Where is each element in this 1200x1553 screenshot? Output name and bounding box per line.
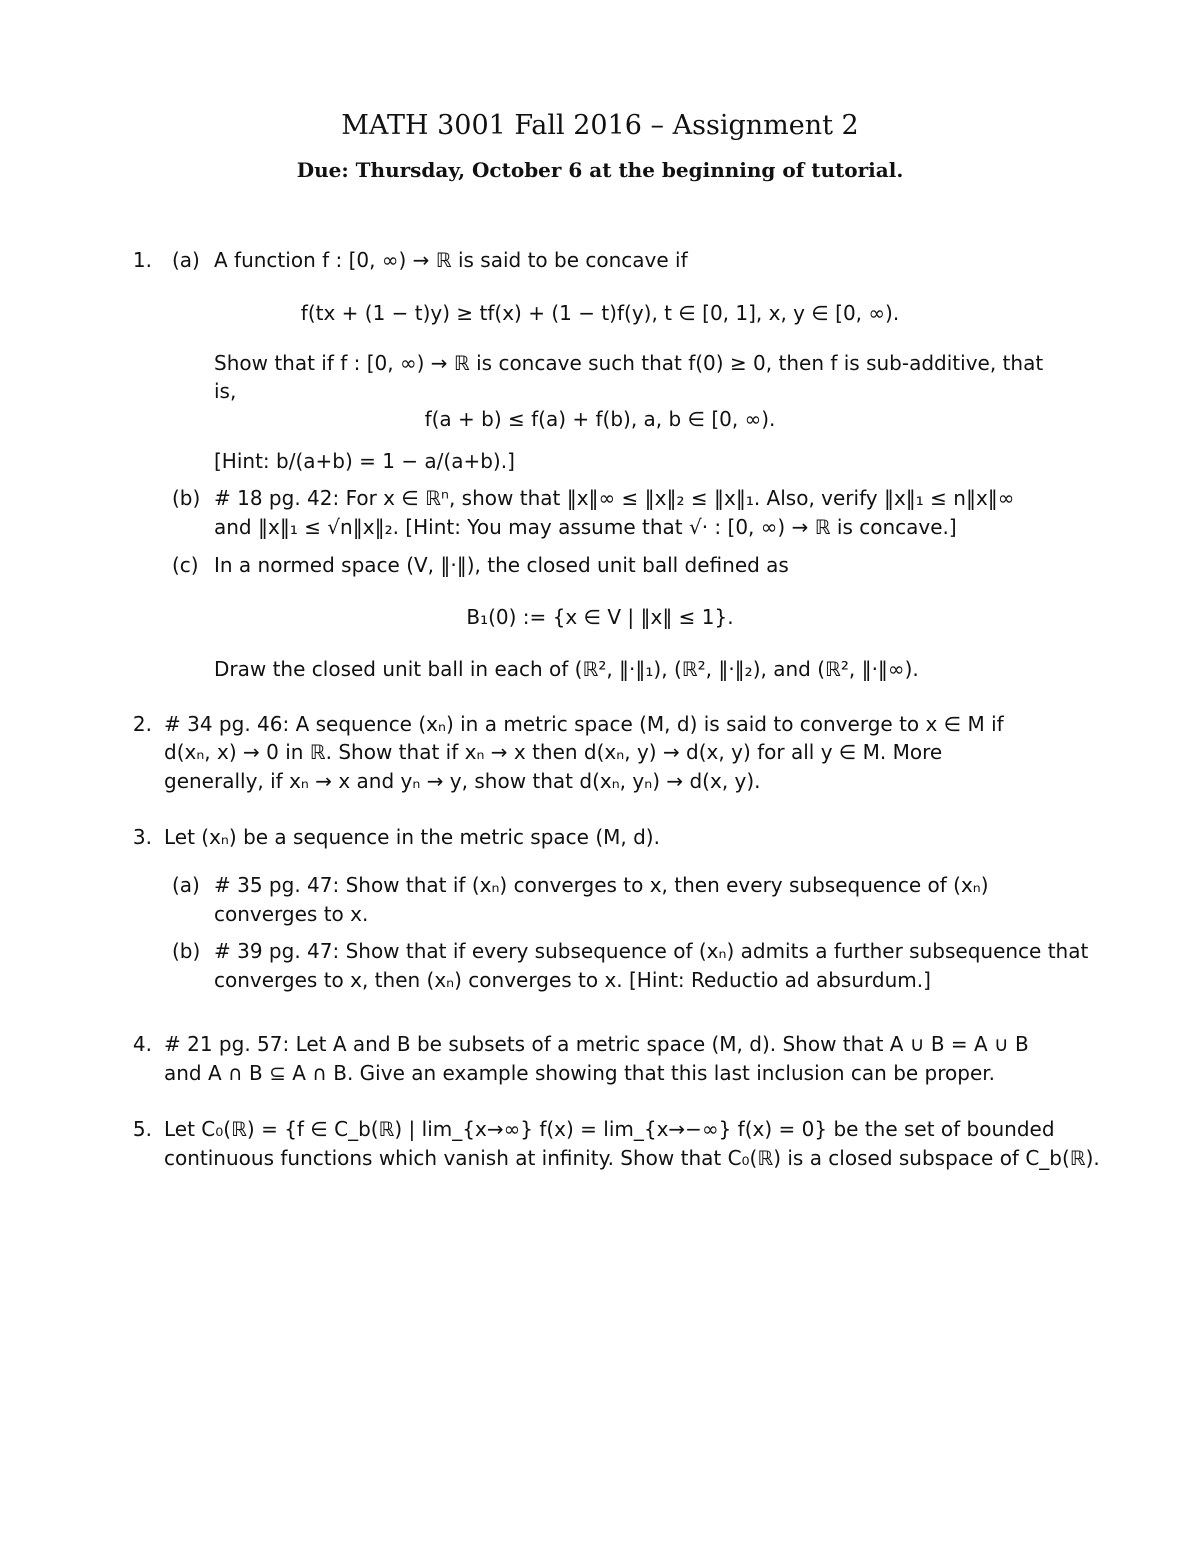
problem-text-line: d(xₙ, x) → 0 in ℝ. Show that if xₙ → x then d(xₙ, y) → d(x, y) for all y ∈ M. More (164, 740, 943, 764)
hint-text: [Hint: b/(a+b) = 1 − a/(a+b).] (214, 449, 515, 473)
problem-number: 5. (132, 1117, 152, 1141)
problem-text-line: Let (xₙ) be a sequence in the metric space (M, d). (164, 825, 660, 849)
part-label: (b) (172, 486, 201, 510)
problem-text-line: Let C₀(ℝ) = {f ∈ C_b(ℝ) | lim_{x→∞} f(x) = lim_{x→−∞} f(x) = 0} be the set of bounded (164, 1117, 1055, 1141)
problem-text-line: and ‖x‖₁ ≤ √n‖x‖₂. [Hint: You may assume that √· : [0, ∞) → ℝ is concave.] (214, 515, 957, 539)
part-label: (b) (172, 939, 201, 963)
problem-text-line: converges to x, then (xₙ) converges to x. [Hint: Reductio ad absurdum.] (214, 968, 931, 992)
display-equation: f(a + b) ≤ f(a) + f(b), a, b ∈ [0, ∞). (424, 407, 776, 431)
problem-text-line: A function f : [0, ∞) → ℝ is said to be concave if (214, 248, 688, 272)
problem-number: 1. (132, 248, 152, 272)
problem-text-line: and A ∩ B ⊆ A ∩ B. Give an example showing that this last inclusion can be proper. (164, 1061, 996, 1085)
display-equation: B₁(0) := {x ∈ V | ‖x‖ ≤ 1}. (466, 605, 734, 629)
problem-text-line: # 35 pg. 47: Show that if (xₙ) converges to x, then every subsequence of (xₙ) (214, 873, 989, 897)
problem-text-line: # 18 pg. 42: For x ∈ ℝⁿ, show that ‖x‖∞ ≤ ‖x‖₂ ≤ ‖x‖₁. Also, verify ‖x‖₁ ≤ n‖x‖∞ (214, 486, 1015, 510)
problem-number: 4. (132, 1032, 152, 1056)
part-label: (a) (172, 873, 200, 897)
problem-text-line: # 21 pg. 57: Let A and B be subsets of a metric space (M, d). Show that A ∪ B = A ∪ B (164, 1032, 1029, 1056)
problem-text-line: # 34 pg. 46: A sequence (xₙ) in a metric space (M, d) is said to converge to x ∈ M if (164, 712, 1004, 736)
display-equation: f(tx + (1 − t)y) ≥ tf(x) + (1 − t)f(y), t ∈ [0, 1], x, y ∈ [0, ∞). (300, 301, 900, 325)
problem-number: 2. (132, 712, 152, 736)
problem-text-line: Show that if f : [0, ∞) → ℝ is concave such that f(0) ≥ 0, then f is sub-additive, that (214, 351, 1044, 375)
problem-text-line: In a normed space (V, ‖·‖), the closed unit ball defined as (214, 553, 789, 577)
problem-text-line: is, (214, 379, 237, 403)
problem-number: 3. (132, 825, 152, 849)
part-label: (c) (172, 553, 199, 577)
document-title: MATH 3001 Fall 2016 – Assignment 2 (341, 110, 859, 141)
problem-text-line: # 39 pg. 47: Show that if every subsequence of (xₙ) admits a further subsequence that (214, 939, 1089, 963)
problem-text-line: converges to x. (214, 902, 369, 926)
due-date: Due: Thursday, October 6 at the beginning of tutorial. (296, 158, 904, 182)
problem-text-line: Draw the closed unit ball in each of (ℝ², ‖·‖₁), (ℝ², ‖·‖₂), and (ℝ², ‖·‖∞). (214, 657, 919, 681)
part-label: (a) (172, 248, 200, 272)
problem-text-line: generally, if xₙ → x and yₙ → y, show that d(xₙ, yₙ) → d(x, y). (164, 769, 761, 793)
problem-text-line: continuous functions which vanish at infinity. Show that C₀(ℝ) is a closed subspace of C_b(ℝ). (164, 1146, 1100, 1170)
